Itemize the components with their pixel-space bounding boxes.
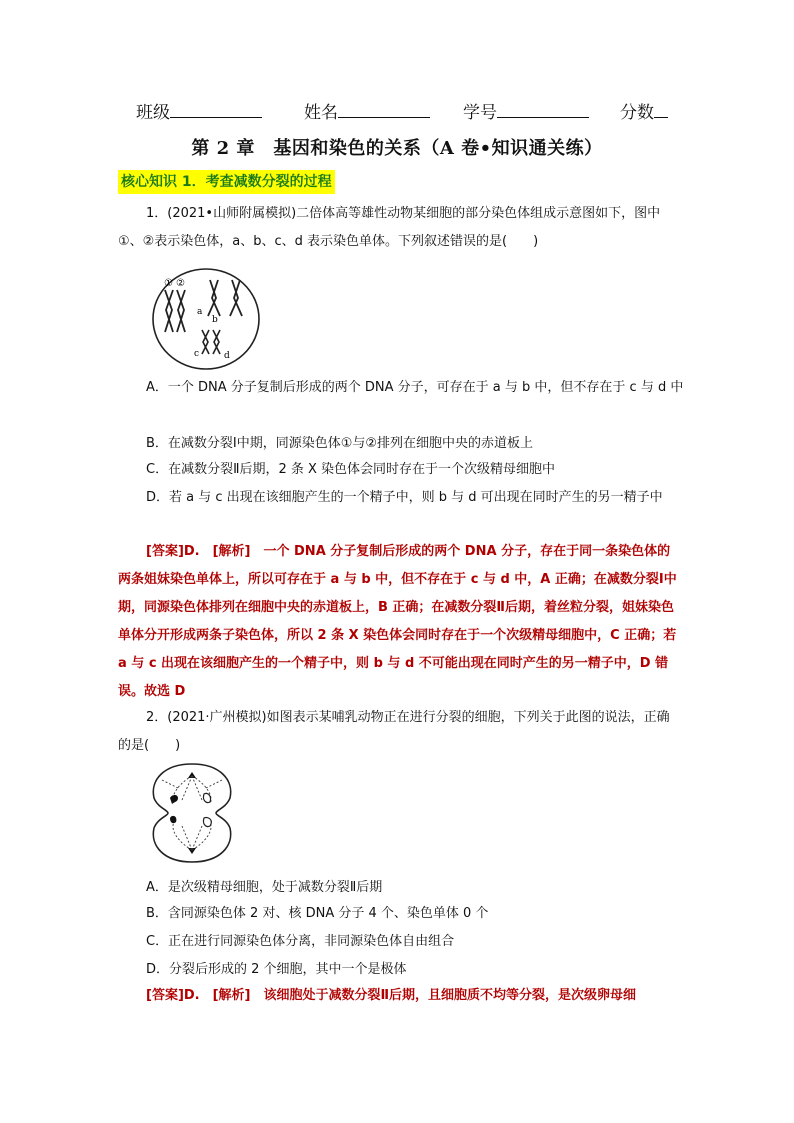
q1-stem: 1．(2021•山师附属模拟)二倍体高等雄性动物某细胞的部分染色体组成示意图如下，图中①、②表示染色体，a、b、c、d 表示染色单体。下列叙述错误的是( ): [118, 206, 661, 249]
chromosome-lower-pair: [202, 330, 220, 354]
score-blank[interactable]: [654, 101, 668, 118]
score-label: 分数: [620, 103, 654, 123]
q1-option-b: B．在减数分裂Ⅰ中期，同源染色体①与②排列在细胞中央的赤道板上: [146, 436, 534, 451]
q1-option-d: D．若 a 与 c 出现在该细胞产生的一个精子中，则 b 与 d 可出现在同时产生的另一精子中: [146, 490, 663, 505]
q2-answer: [答案]D. [解析] 该细胞处于减数分裂Ⅱ后期，且细胞质不均等分裂，是次级卵母细: [146, 988, 637, 1003]
q2-cell-figure: [148, 760, 236, 866]
chapter-title: 第 2 章 基因和染色的关系（A 卷•知识通关练）: [191, 138, 603, 159]
figure-label-c: c: [194, 349, 200, 359]
name-field[interactable]: [304, 98, 430, 123]
class-label: 班级: [136, 103, 170, 123]
spindle-fibers: [162, 776, 222, 850]
figure-label-d: d: [224, 351, 230, 361]
student-info-row: [0, 98, 794, 122]
chromosomes-light: [203, 793, 211, 826]
chromosome-x-pair: [208, 280, 242, 316]
class-field[interactable]: [136, 98, 262, 123]
chromosomes-dark: [170, 795, 178, 823]
q1-option-a: A．一个 DNA 分子复制后形成的两个 DNA 分子，可存在于 a 与 b 中，但不存在于 c 与 d 中: [146, 380, 684, 395]
q1-chromosome-figure: [150, 266, 262, 372]
score-field[interactable]: [620, 98, 668, 123]
q2-option-d: D．分裂后形成的 2 个细胞，其中一个是极体: [146, 962, 407, 977]
class-blank[interactable]: [170, 101, 262, 118]
section-heading: 核心知识 1．考查减数分裂的过程: [118, 170, 335, 194]
id-label: 学号: [463, 103, 497, 123]
id-field[interactable]: [463, 98, 589, 123]
figure-label-a: a: [197, 307, 203, 317]
q2-option-b: B．含同源染色体 2 对、核 DNA 分子 4 个、染色单体 0 个: [146, 906, 489, 921]
name-blank[interactable]: [338, 101, 430, 118]
name-label: 姓名: [304, 103, 338, 123]
q2-option-a: A．是次级精母细胞，处于减数分裂Ⅱ后期: [146, 880, 383, 895]
figure-label-b: b: [212, 315, 218, 325]
q2-option-c: C．正在进行同源染色体分离，非同源染色体自由组合: [146, 934, 455, 949]
chromosome-pair-1-2: [165, 290, 185, 332]
id-blank[interactable]: [497, 101, 589, 118]
q1-answer: [答案]D. [解析] 一个 DNA 分子复制后形成的两个 DNA 分子，存在于同一条染色体的两条姐妹染色单体上，所以可存在于 a 与 b 中，但不存在于 c 与 d 中，A 正确；在减数分裂Ⅰ中期，同源染色体排列在细胞中央的赤道板上，B 正确；在减数分裂Ⅱ后期，着丝粒分裂，姐妹染色单体分开形成两条子染色体，所以 2 条 X 染色体会同时存在于一个次级精母细胞中，C 正确；若 a 与 c 出现在该细胞产生的一个精子中，则 b 与 d 不可能出现在同时产生的另一精子中，D 错误。故选 D: [118, 544, 677, 699]
q2-stem: 2．(2021·广州模拟)如图表示某哺乳动物正在进行分裂的细胞，下列关于此图的说法，正确的是( ): [118, 710, 670, 753]
figure-label-2: ②: [176, 278, 185, 289]
q1-option-c: C．在减数分裂Ⅱ后期，2 条 X 染色体会同时存在于一个次级精母细胞中: [146, 462, 556, 477]
figure-label-1: ①: [164, 278, 173, 289]
